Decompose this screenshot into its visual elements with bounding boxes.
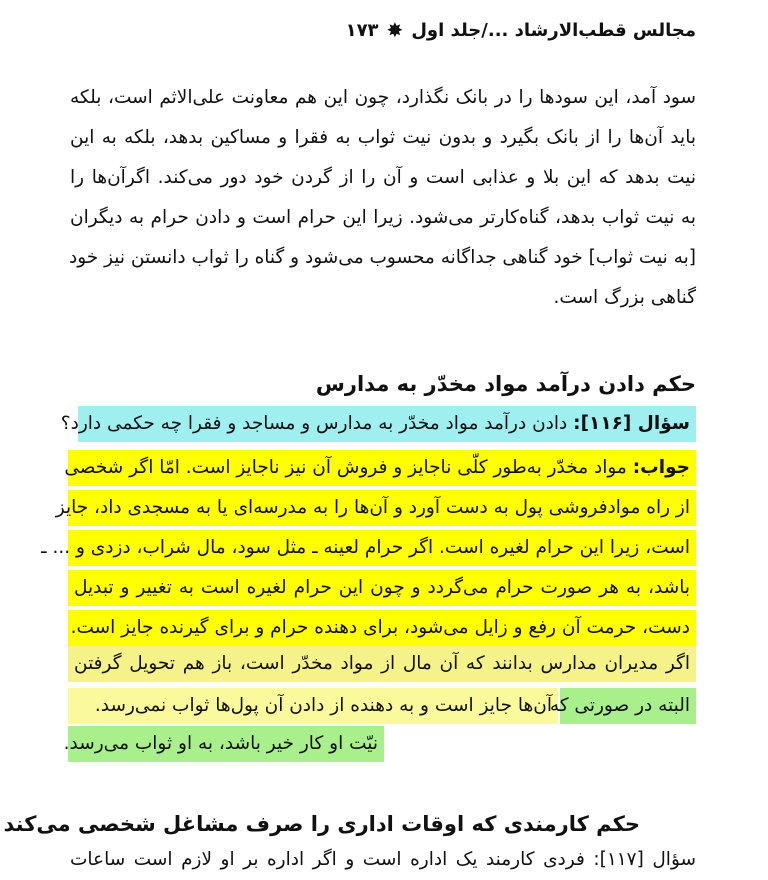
green-line: البته در صورتی که bbox=[560, 688, 696, 724]
managers-line: آن‌ها جایز است و به دهنده از دادن آن پول‌ها ثواب نمی‌رسد. bbox=[68, 688, 558, 724]
green-line: نیّت او کار خیر باشد، به او ثواب می‌رسد. bbox=[68, 726, 384, 762]
answer-line: دست، حرمت آن رفع و زایل می‌شود، برای دهنده حرام و برای گیرنده جایز است. bbox=[68, 610, 696, 646]
running-header bbox=[346, 16, 696, 44]
section-heading: حکم دادن درآمد مواد مخدّر به مدارس bbox=[315, 372, 696, 396]
page-number: ۱۷۳ bbox=[345, 19, 379, 41]
answer-row bbox=[64, 450, 696, 486]
question-label: سؤال [۱۱۶]: bbox=[573, 413, 690, 434]
answer-label: جواب: bbox=[632, 457, 690, 478]
paragraph-line: گناهی بزرگ است. bbox=[553, 287, 696, 308]
paragraph-line: باید آن‌ها را از بانک بگیرد و بدون نیت ثواب به فقرا و مساکین بدهد، بلکه به این bbox=[70, 127, 696, 148]
star-ornament-icon: ✸ bbox=[386, 18, 404, 42]
paragraph-line: نیت بدهد که این بلا و عذابی است و آن را از گردن خود دور می‌کند. اگرآن‌ها را bbox=[70, 167, 696, 188]
answer-line: از راه موادفروشی پول به دست آورد و آن‌ها را به مدرسه‌ای یا به مسجدی داد، جایز bbox=[68, 490, 696, 526]
volume-label: /جلد اول bbox=[411, 19, 488, 41]
managers-line: اگر مدیران مدارس بدانند که آن مال از مواد مخدّر است، باز هم تحویل گرفتن bbox=[68, 646, 696, 682]
book-title: مجالس قطب‌الارشاد ... bbox=[487, 19, 696, 41]
question-text: دادن درآمد مواد مخدّر به مدارس و مساجد و فقرا چه حکمی دارد؟ bbox=[60, 413, 568, 434]
answer-line: است، زیرا این حرام لغیره است. اگر حرام لعینه ـ مثل سود، مال شراب، دزدی و ... ـ bbox=[68, 530, 696, 566]
paragraph-line: به نیت ثواب بدهد، گناه‌کارتر می‌شود. زیرا این حرام است و دادن حرام به دیگران bbox=[70, 207, 696, 228]
paragraph-line: سود آمد، این سودها را در بانک نگذارد، چون این هم معاونت علی‌الاثم است، بلکه bbox=[70, 87, 696, 108]
answer-line: مواد مخدّر به‌طور کلّی ناجایز و فروش آن نیز ناجایز است. امّا اگر شخصی bbox=[64, 457, 627, 478]
section-heading: حکم کارمندی که اوقات اداری را صرف مشاغل شخصی می‌کند bbox=[3, 812, 640, 836]
question-row bbox=[60, 406, 696, 442]
answer-line: باشد، به هر صورت حرام می‌گردد و چون این حرام لغیره است به تغییر و تبدیل bbox=[68, 570, 696, 606]
paragraph-line: سؤال [۱۱۷]: فردی کارمند یک اداره است و اگر اداره بر او لازم است ساعات bbox=[70, 849, 696, 870]
paragraph-line: [به نیت ثواب] خود گناهی جداگانه محسوب می‌شود و گناه را ثواب دانستن نیز خود bbox=[68, 247, 696, 268]
